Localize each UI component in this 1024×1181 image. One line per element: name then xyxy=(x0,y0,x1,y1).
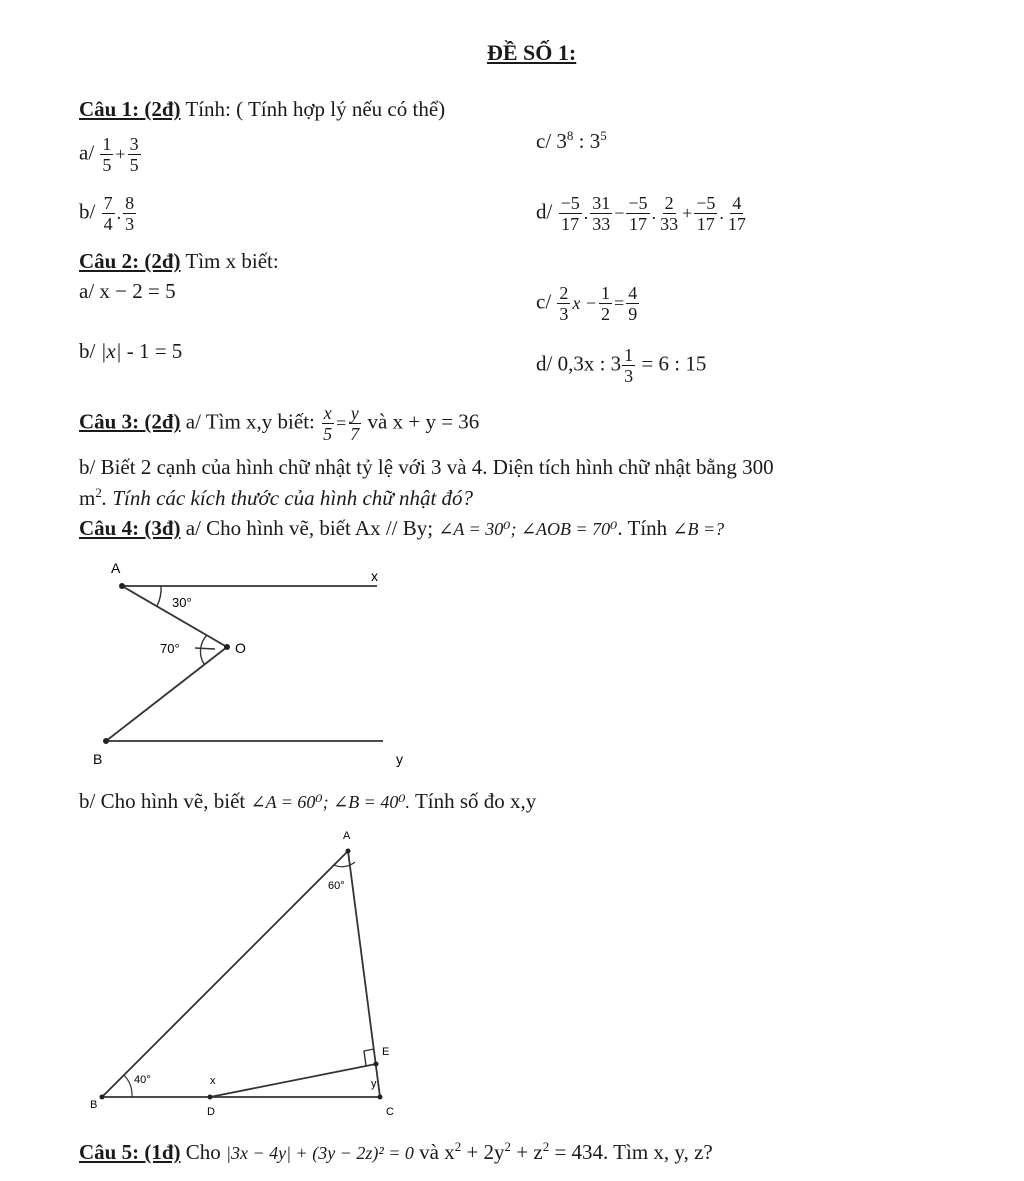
label-x: x xyxy=(210,1075,216,1087)
fraction: $\frac{2}{3}$ xyxy=(559,283,569,324)
q2-label: Câu 2: (2đ) xyxy=(79,249,181,273)
q2-d: d/ 0,3x : 3 $\frac{1}{3}$ = 6 : 15 xyxy=(536,345,707,386)
q1-text: Tính: ( Tính hợp lý nếu có thể) xyxy=(185,97,446,121)
fraction: $\frac{1}{5}$ xyxy=(102,134,112,175)
label-o: O xyxy=(235,640,246,656)
angle-a-arc xyxy=(157,586,161,606)
figure-1-parallel-lines xyxy=(80,555,420,775)
fraction: $\frac{x}{5}$ xyxy=(323,403,333,444)
q4-a: Câu 4: (3đ) a/ Cho hình vẽ, biết Ax // By; ∠A = 30⁰; ∠AOB = 70⁰. Tính ∠B =? xyxy=(79,516,725,540)
q2-b-label: b/ xyxy=(79,339,96,363)
fraction: $\frac{-5}{17}$ xyxy=(560,193,580,234)
abs-value: |x| xyxy=(100,339,122,363)
right-angle-mark xyxy=(364,1049,374,1066)
label-angle-a: 60° xyxy=(328,880,345,892)
fraction: $\frac{31}{33}$ xyxy=(592,193,611,234)
label-c: C xyxy=(386,1106,394,1118)
fraction: $\frac{-5}{17}$ xyxy=(628,193,648,234)
label-a: A xyxy=(111,560,121,576)
q1-d: d/ $\frac{-5}{17}$ . $\frac{31}{33}$ − $\frac{-5}{17}$ . $\frac{2}{33}$ + $\frac{-5}{17}$ . $\frac{4}{17}$ xyxy=(536,193,746,234)
q1-b: b/ $\frac{7}{4}$ . $\frac{8}{3}$ xyxy=(79,193,135,234)
point-o xyxy=(224,644,230,650)
point-b xyxy=(100,1095,105,1100)
q2-heading xyxy=(79,249,279,274)
q3-a: Câu 3: (2đ) a/ Tìm x,y biết: $\frac{x}{5}$ = $\frac{y}{7}$ và x + y = 36 xyxy=(79,403,480,444)
q2-c: c/ $\frac{2}{3}$ x − $\frac{1}{2}$ = $\frac{4}{9}$ xyxy=(536,283,638,324)
label-x: x xyxy=(371,568,378,584)
q1-a-label: a/ xyxy=(79,140,95,165)
page-title: ĐỀ SỐ 1: xyxy=(487,40,577,65)
segment-de xyxy=(210,1064,376,1097)
figure-2-triangle xyxy=(80,825,420,1125)
label-a: A xyxy=(343,830,351,842)
fraction: $\frac{8}{3}$ xyxy=(125,193,135,234)
point-a xyxy=(346,849,351,854)
q2-text: Tìm x biết: xyxy=(185,249,279,273)
fraction: $\frac{1}{2}$ xyxy=(601,283,611,324)
angle-b-arc xyxy=(124,1075,132,1097)
fraction: $\frac{1}{3}$ xyxy=(624,345,634,386)
label-angle-o: 70° xyxy=(160,641,180,656)
label-b: B xyxy=(93,751,103,767)
q4-b: b/ Cho hình vẽ, biết ∠A = 60⁰; ∠B = 40⁰. Tính số đo x,y xyxy=(79,789,537,813)
q3-label: Câu 3: (2đ) xyxy=(79,409,181,434)
q5-label: Câu 5: (1đ) xyxy=(79,1140,181,1164)
fraction: $\frac{3}{5}$ xyxy=(129,134,139,175)
point-e xyxy=(374,1062,379,1067)
q4-label: Câu 4: (3đ) xyxy=(79,516,181,540)
label-e: E xyxy=(382,1046,390,1058)
q1-label: Câu 1: (2đ) xyxy=(79,97,181,121)
label-y: y xyxy=(371,1078,377,1090)
fraction: $\frac{7}{4}$ xyxy=(103,193,113,234)
label-angle-b: 40° xyxy=(134,1074,151,1086)
fraction: $\frac{4}{9}$ xyxy=(628,283,638,324)
segment-ob xyxy=(106,647,227,741)
q2-a: a/ x − 2 = 5 xyxy=(79,279,176,303)
label-d: D xyxy=(207,1106,215,1118)
q1-a: a/ $\frac{1}{5}$ + $\frac{3}{5}$ xyxy=(79,134,139,175)
label-y: y xyxy=(396,751,403,767)
q5-expression: |3x − 4y| + (3y − 2z)² = 0 xyxy=(226,1143,414,1163)
label-angle-a: 30° xyxy=(172,595,192,610)
q1-b-label: b/ xyxy=(79,199,96,224)
q5: Câu 5: (1đ) Cho |3x − 4y| + (3y − 2z)² = 0 và $x^2 + 2y^2 + z^2 = 434$. Tìm x, y, z? xyxy=(79,1139,713,1164)
q1-c-label: c/ xyxy=(536,129,552,153)
point-b xyxy=(103,738,109,744)
q2-b: b/ |x| - 1 = 5 xyxy=(79,339,183,363)
q3-b-line1: b/ Biết 2 cạnh của hình chữ nhật tỷ lệ với 3 và 4. Diện tích hình chữ nhật bằng 300 xyxy=(79,455,774,479)
q1-heading xyxy=(79,97,445,122)
fraction: $\frac{y}{7}$ xyxy=(350,403,360,444)
fraction: $\frac{2}{33}$ xyxy=(660,193,679,234)
point-a xyxy=(119,583,125,589)
q1-c: c/ $3^8$ : $3^5$ xyxy=(536,128,607,153)
q3-b-line2: $m^2$. Tính các kích thước của hình chữ nhật đó? xyxy=(79,485,474,510)
fraction: $\frac{-5}{17}$ xyxy=(696,193,716,234)
angle-o-arc xyxy=(200,635,207,664)
q1-d-label: d/ xyxy=(536,199,553,224)
angle-o-tick xyxy=(195,648,215,649)
fraction: $\frac{4}{17}$ xyxy=(727,193,746,234)
q2-c-label: c/ xyxy=(536,289,552,314)
label-b: B xyxy=(90,1099,98,1111)
point-d xyxy=(208,1095,213,1100)
side-ab xyxy=(102,851,348,1097)
side-ac xyxy=(348,851,380,1097)
point-c xyxy=(378,1095,383,1100)
